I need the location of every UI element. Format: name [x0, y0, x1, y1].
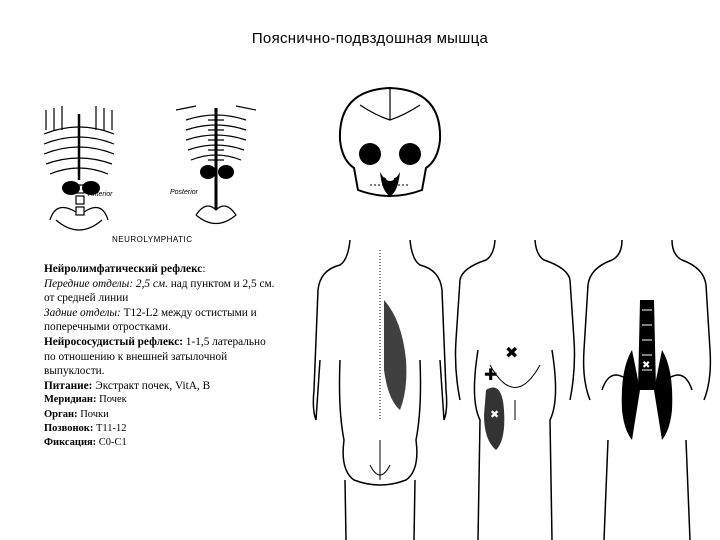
meridian-value: Почек	[96, 394, 127, 406]
neurolymphatic-caption: NEUROLYMPHATIC	[112, 235, 193, 244]
nv-reflex-line	[44, 335, 276, 379]
organ-line	[44, 408, 276, 422]
vertebra-label: Позвонок:	[44, 422, 94, 434]
plus-marker-thigh: ✚	[484, 365, 498, 384]
front-label: Передние отделы:	[44, 277, 134, 290]
nl-reflex-colon: :	[202, 263, 206, 275]
psoas-muscle-left	[622, 350, 640, 440]
posterior-skeleton	[176, 106, 256, 224]
back-value: Т12-L2 между остистыми и поперечными отростками.	[44, 306, 257, 334]
nl-reflex-heading	[44, 262, 276, 277]
nutrition-value: Экстракт почек, VitA, B	[92, 379, 211, 392]
nutrition-line	[44, 379, 276, 394]
meridian-label: Меридиан:	[44, 394, 97, 406]
meridian-line	[44, 393, 276, 407]
fixation-value: С0-С1	[96, 436, 127, 448]
nv-reflex-label: Нейрососудистый рефлекс:	[44, 335, 183, 348]
neurolymphatic-skeleton-figure	[36, 100, 266, 250]
front-figure	[450, 240, 580, 540]
vertebra-value: Т11-12	[93, 422, 127, 434]
kidney-left-posterior	[200, 165, 216, 179]
back-pain-zone	[384, 300, 406, 410]
anatomy-muscle-figure	[582, 240, 712, 540]
fixation-label: Фиксация:	[44, 436, 97, 448]
info-text-block	[44, 262, 276, 450]
nutrition-label: Питание:	[44, 379, 93, 392]
cross-marker-abdomen: ✖	[505, 343, 519, 362]
back-line	[44, 306, 276, 335]
left-orbit	[359, 143, 381, 165]
back-figure	[310, 240, 450, 540]
front-value: над пунктом и 2,5 см. от средней линии	[44, 277, 275, 305]
kidney-right-posterior	[218, 165, 234, 179]
page-title: Пояснично-подвздошная мышца	[251, 30, 489, 47]
svg-text:✖: ✖	[642, 360, 651, 371]
nl-reflex-label: Нейролимфатический рефлекс	[44, 263, 203, 275]
svg-text:✖: ✖	[490, 408, 500, 421]
skull-figure	[330, 80, 450, 200]
kidney-left-anterior	[62, 181, 80, 195]
front-line	[44, 277, 276, 306]
vertebra-line	[44, 422, 276, 436]
fixation-line	[44, 436, 276, 450]
organ-value: Почки	[77, 408, 109, 420]
front-value-italic: 2,5 см.	[133, 277, 168, 290]
anterior-skeleton	[44, 106, 114, 230]
anterior-label: Anterior	[88, 191, 113, 198]
back-label: Задние отделы:	[44, 306, 121, 319]
posterior-label: Posterior	[170, 189, 199, 196]
nv-reflex-value: 1-1,5 латерально по отношению к внешней затылочной выпуклости.	[44, 335, 266, 378]
organ-label: Орган:	[44, 408, 78, 420]
psoas-muscle-right	[654, 350, 672, 440]
right-orbit	[399, 143, 421, 165]
